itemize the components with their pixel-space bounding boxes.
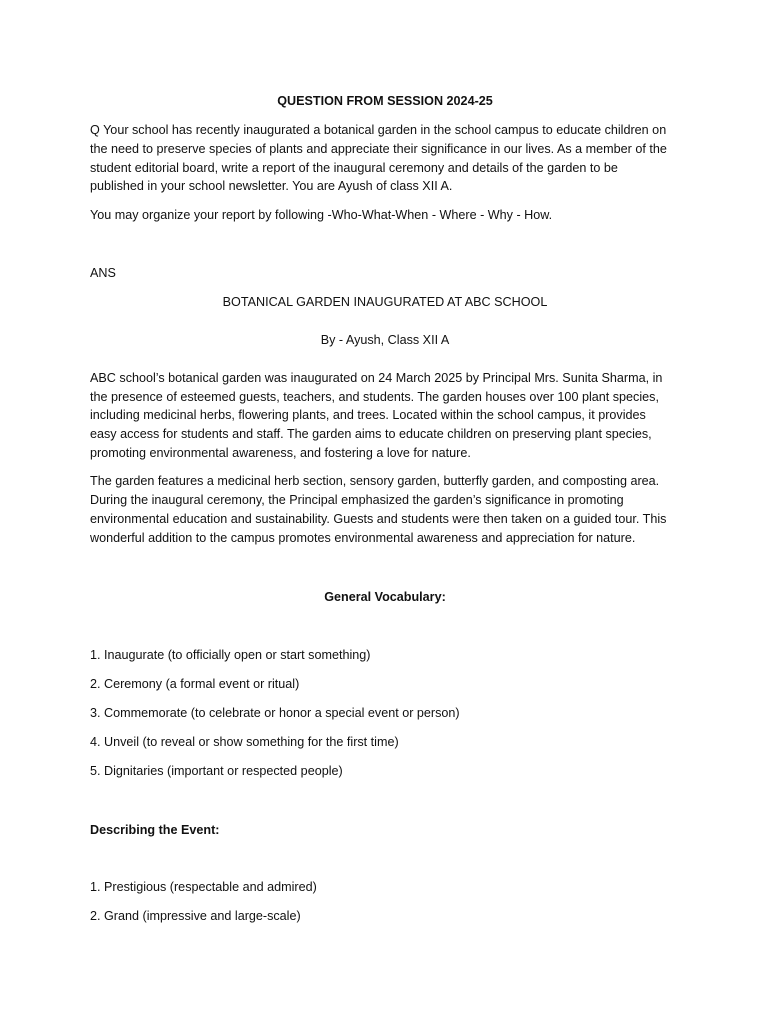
paragraph2-line: environmental education and sustainability. Guests and students were then taken on a guided tour. This: [90, 512, 667, 526]
report-title: BOTANICAL GARDEN INAUGURATED AT ABC SCHOOL: [222, 295, 548, 309]
event-item: 1. Prestigious (respectable and admired): [90, 880, 317, 894]
vocab-item: 1. Inaugurate (to officially open or start something): [90, 648, 371, 662]
vocab-item: 2. Ceremony (a formal event or ritual): [90, 677, 300, 691]
paragraph1-line: including medicinal herbs, flowering plants, and trees. Located within the school campus, it provides: [90, 408, 646, 422]
paragraph2-line: wonderful addition to the campus promotes environmental awareness and appreciation for nature.: [90, 531, 636, 545]
question-line: the need to preserve species of plants and appreciate their significance in our lives. As a member of the: [90, 142, 667, 156]
paragraph1-line: easy access for students and staff. The garden aims to educate children on preserving plant species,: [90, 427, 652, 441]
question-line: published in your school newsletter. You are Ayush of class XII A.: [90, 179, 453, 193]
byline: By - Ayush, Class XII A: [320, 333, 450, 347]
vocab-item: 3. Commemorate (to celebrate or honor a special event or person): [90, 706, 460, 720]
paragraph1-line: ABC school’s botanical garden was inaugurated on 24 March 2025 by Principal Mrs. Sunita Sharma, in: [90, 371, 663, 385]
event-heading: Describing the Event:: [90, 823, 220, 837]
answer-label: ANS: [90, 266, 116, 280]
paragraph2-line: The garden features a medicinal herb section, sensory garden, butterfly garden, and composting area.: [90, 474, 660, 488]
vocab-heading: General Vocabulary:: [324, 590, 446, 604]
paragraph1-line: the presence of esteemed guests, teachers, and students. The garden houses over 100 plant species,: [90, 390, 659, 404]
vocab-item: 5. Dignitaries (important or respected people): [90, 764, 343, 778]
paragraph2-line: During the inaugural ceremony, the Principal emphasized the garden’s significance in promoting: [90, 493, 624, 507]
paragraph1-line: promoting environmental awareness, and fostering a love for nature.: [90, 446, 471, 460]
vocab-item: 4. Unveil (to reveal or show something for the first time): [90, 735, 399, 749]
question-line: Q Your school has recently inaugurated a botanical garden in the school campus to educate children on: [90, 123, 667, 137]
question-line: student editorial board, write a report of the inaugural ceremony and details of the garden to be: [90, 161, 618, 175]
document-page: [90, 0, 680, 1024]
organize-hint: You may organize your report by following -Who-What-When - Where - Why - How.: [90, 208, 553, 222]
event-item: 2. Grand (impressive and large-scale): [90, 909, 301, 923]
question-heading: QUESTION FROM SESSION 2024-25: [277, 94, 493, 108]
